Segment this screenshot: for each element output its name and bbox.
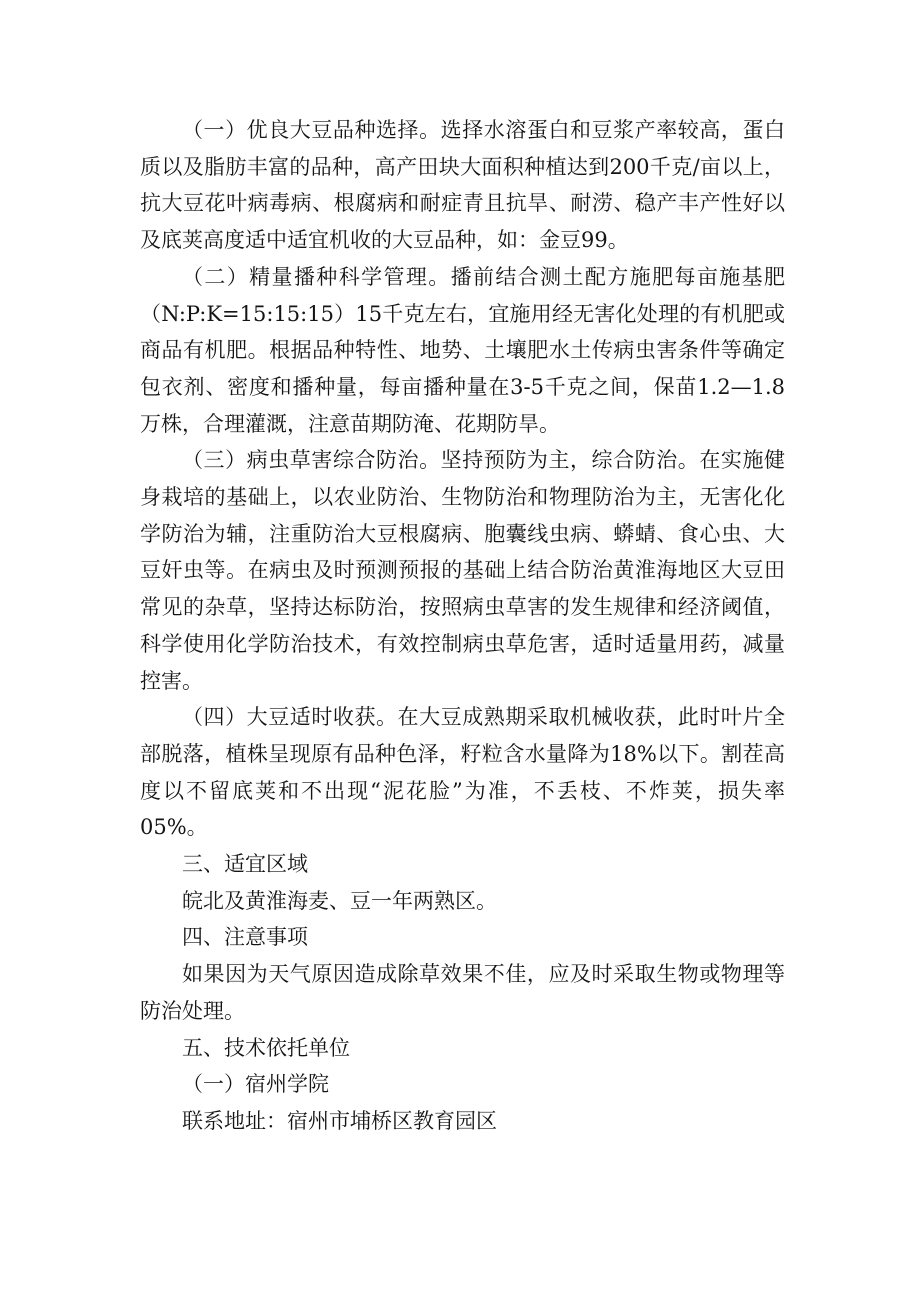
section-heading-suitable-region: 三、适宜区域	[182, 852, 308, 877]
document-body	[140, 112, 785, 1140]
section-heading-notes: 四、注意事项	[182, 925, 308, 950]
support-unit-name: （一）宿州学院	[182, 1072, 329, 1097]
section-heading-support-unit: 五、技术依托单位	[182, 1035, 350, 1060]
paragraph-harvest: （四）大豆适时收获。在大豆成熟期采取机械收获，此时叶片全部脱落，植株呈现原有品种色泽，籽粒含水量降为18%以下。割茬高度以不留底荚和不出现“泥花脸”为准，不丢枝、不炸荚，损失率05%。	[140, 705, 785, 840]
paragraph-suitable-region: 皖北及黄淮海麦、豆一年两熟区。	[182, 888, 497, 913]
paragraph-sowing-management: （二）精量播种科学管理。播前结合测土配方施肥每亩施基肥（N:P:K=15:15:15）15千克左右，宜施用经无害化处理的有机肥或商品有机肥。根据品种特性、地势、土壤肥水土传病虫害条件等确定包衣剂、密度和播种量，每亩播种量在3-5千克之间，保苗1.2—1.8万株，合理灌溉，注意苗期防淹、花期防旱。	[140, 264, 785, 436]
support-unit-address: 联系地址：宿州市埔桥区教育园区	[182, 1108, 497, 1133]
paragraph-variety-selection: （一）优良大豆品种选择。选择水溶蛋白和豆浆产率较高，蛋白质以及脂肪丰富的品种，高产田块大面积种植达到200千克/亩以上，抗大豆花叶病毒病、根腐病和耐症青且抗旱、耐涝、稳产丰产性好以及底荚高度适中适宜机收的大豆品种，如：金豆99。	[140, 118, 785, 253]
paragraph-pest-control: （三）病虫草害综合防治。坚持预防为主，综合防治。在实施健身栽培的基础上，以农业防治、生物防治和物理防治为主，无害化化学防治为辅，注重防治大豆根腐病、胞囊线虫病、蟒蜻、食心虫、大豆奸虫等。在病虫及时预测预报的基础上结合防治黄淮海地区大豆田常见的杂草，坚持达标防治，按照病虫草害的发生规律和经济阈值，科学使用化学防治技术，有效控制病虫草危害，适时适量用药，减量控害。	[140, 448, 785, 693]
paragraph-notes: 如果因为天气原因造成除草效果不佳，应及时采取生物或物理等防治处理。	[140, 962, 785, 1023]
